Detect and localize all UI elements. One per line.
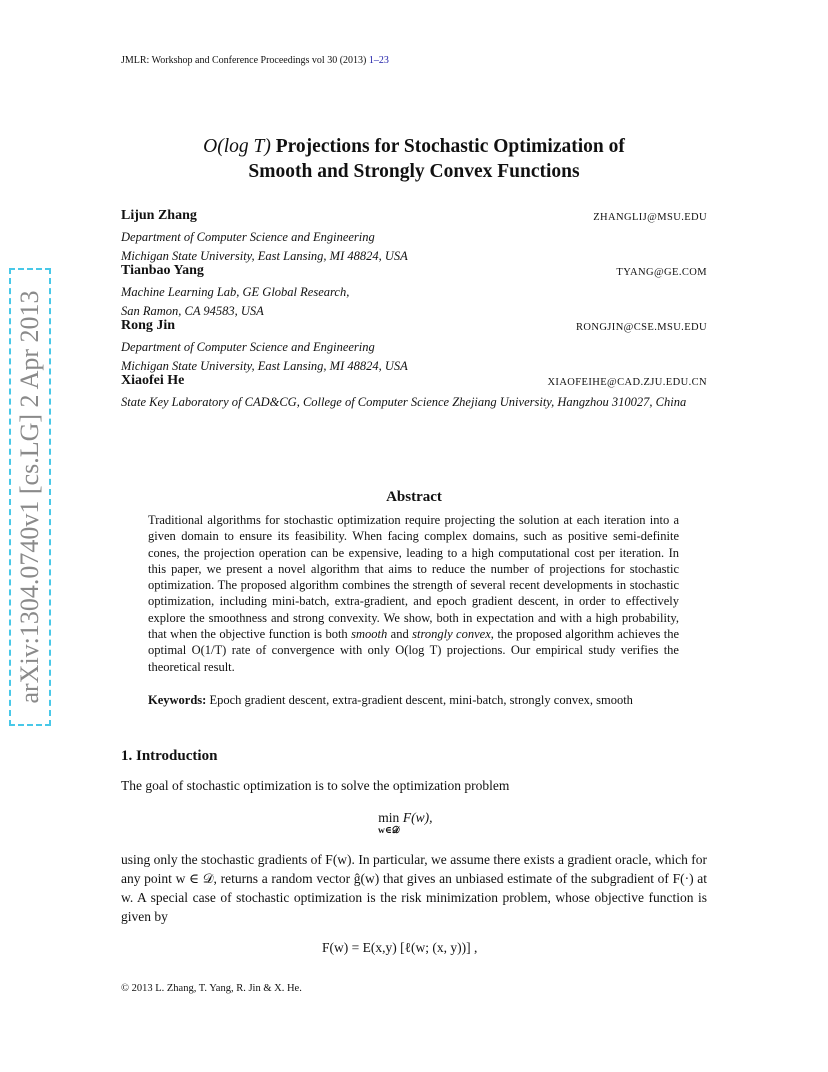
affiliation-line: Department of Computer Science and Engineering	[121, 230, 375, 244]
affiliation-line: Michigan State University, East Lansing, MI 48824, USA	[121, 248, 408, 263]
author-email[interactable]: ZHANGLIJ@MSU.EDU	[593, 212, 707, 223]
author-name: Lijun Zhang	[121, 208, 197, 223]
min-subscript: w∈𝒟	[378, 826, 400, 836]
author-affiliation	[121, 228, 408, 265]
abstract-body	[148, 512, 679, 675]
running-head	[121, 55, 389, 66]
affiliation-line: State Key Laboratory of CAD&CG, College of Computer Science Zhejiang University, Hangzhou 310027, China	[121, 395, 687, 409]
arxiv-stamp[interactable]	[9, 268, 51, 726]
affiliation-line: Michigan State University, East Lansing, MI 48824, USA	[121, 358, 408, 373]
equation-risk: F(w) = E(x,y) [ℓ(w; (x, y))] ,	[322, 940, 478, 955]
copyright-footer: © 2013 L. Zhang, T. Yang, R. Jin & X. He.	[121, 983, 302, 994]
keywords-label: Keywords:	[148, 693, 207, 707]
keywords	[148, 692, 679, 708]
author-email[interactable]: TYANG@GE.COM	[616, 267, 707, 278]
abstract-text: and	[387, 627, 413, 642]
author-name: Xiaofei He	[121, 373, 185, 388]
equation-body: F(w),	[399, 810, 433, 825]
affiliation-line: Machine Learning Lab, GE Global Research,	[121, 285, 350, 299]
author-affiliation	[121, 393, 709, 412]
affiliation-line: San Ramon, CA 94583, USA	[121, 303, 264, 318]
intro-paragraph-2: using only the stochastic gradients of F(w). In particular, we assume there exists a gradient oracle, which for any point w ∈ 𝒟, returns a random vector ĝ(w) that gives an unbiased estimate of the subgradient of F(·) at w. A special case of stochastic optimization is the risk minimization problem, whose objective function is given by	[121, 852, 707, 924]
abstract-text: Traditional algorithms for stochastic optimization require projecting the solution at each iteration into a given domain to ensure its feasibility. When facing complex domains, such as positive semi-definite cones, the projection operation can be expensive, leading to a high computational cost per iteration. In this paper, we present a novel algorithm that aims to reduce the number of projections for stochastic optimization. The proposed algorithm combines the strength of several recent developments in stochastic optimization, including mini-batch, extra-gradient, and epoch gradient descent, in order to effectively explore the smoothness and strong convexity. We show, both in expectation and with a high probability, that when the objective function is both	[148, 513, 679, 642]
section-heading-introduction: 1. Introduction	[121, 748, 218, 764]
abstract-emphasis: strongly convex	[412, 627, 491, 642]
keywords-list: Epoch gradient descent, extra-gradient descent, mini-batch, strongly convex, smooth	[206, 693, 633, 707]
equation-operator	[378, 810, 399, 836]
author-email[interactable]: XIAOFEIHE@CAD.ZJU.EDU.CN	[547, 377, 707, 388]
title-math: O(log T)	[203, 136, 271, 157]
affiliation-line: Department of Computer Science and Engineering	[121, 340, 375, 354]
author-affiliation	[121, 338, 408, 375]
author-name: Rong Jin	[121, 318, 176, 333]
abstract-heading: Abstract	[386, 489, 442, 505]
paper-title	[100, 134, 728, 184]
intro-paragraph-1: The goal of stochastic optimization is to solve the optimization problem	[121, 778, 510, 793]
arxiv-stamp-text: arXiv:1304.0740v1 [cs.LG] 2 Apr 2013	[15, 290, 44, 704]
page-range-link[interactable]: 1–23	[368, 55, 389, 66]
author-email[interactable]: RONGJIN@CSE.MSU.EDU	[575, 322, 707, 333]
abstract-text: , the proposed algorithm achieves the optimal O(1/T) rate of convergence with only O(log T) projections. Our empirical study verifies the theoretical result.	[148, 627, 680, 674]
title-line-1	[100, 134, 728, 159]
author-name: Tianbao Yang	[121, 263, 204, 278]
abstract-emphasis: smooth	[351, 627, 388, 642]
min-operator: min	[378, 810, 400, 825]
running-head-text: JMLR: Workshop and Conference Proceedings vol 30 (2013)	[121, 55, 369, 66]
equation-min	[378, 810, 432, 836]
title-line-1-rest: Projections for Stochastic Optimization of	[270, 136, 625, 157]
title-line-2: Smooth and Strongly Convex Functions	[248, 161, 580, 182]
author-affiliation	[121, 283, 349, 320]
